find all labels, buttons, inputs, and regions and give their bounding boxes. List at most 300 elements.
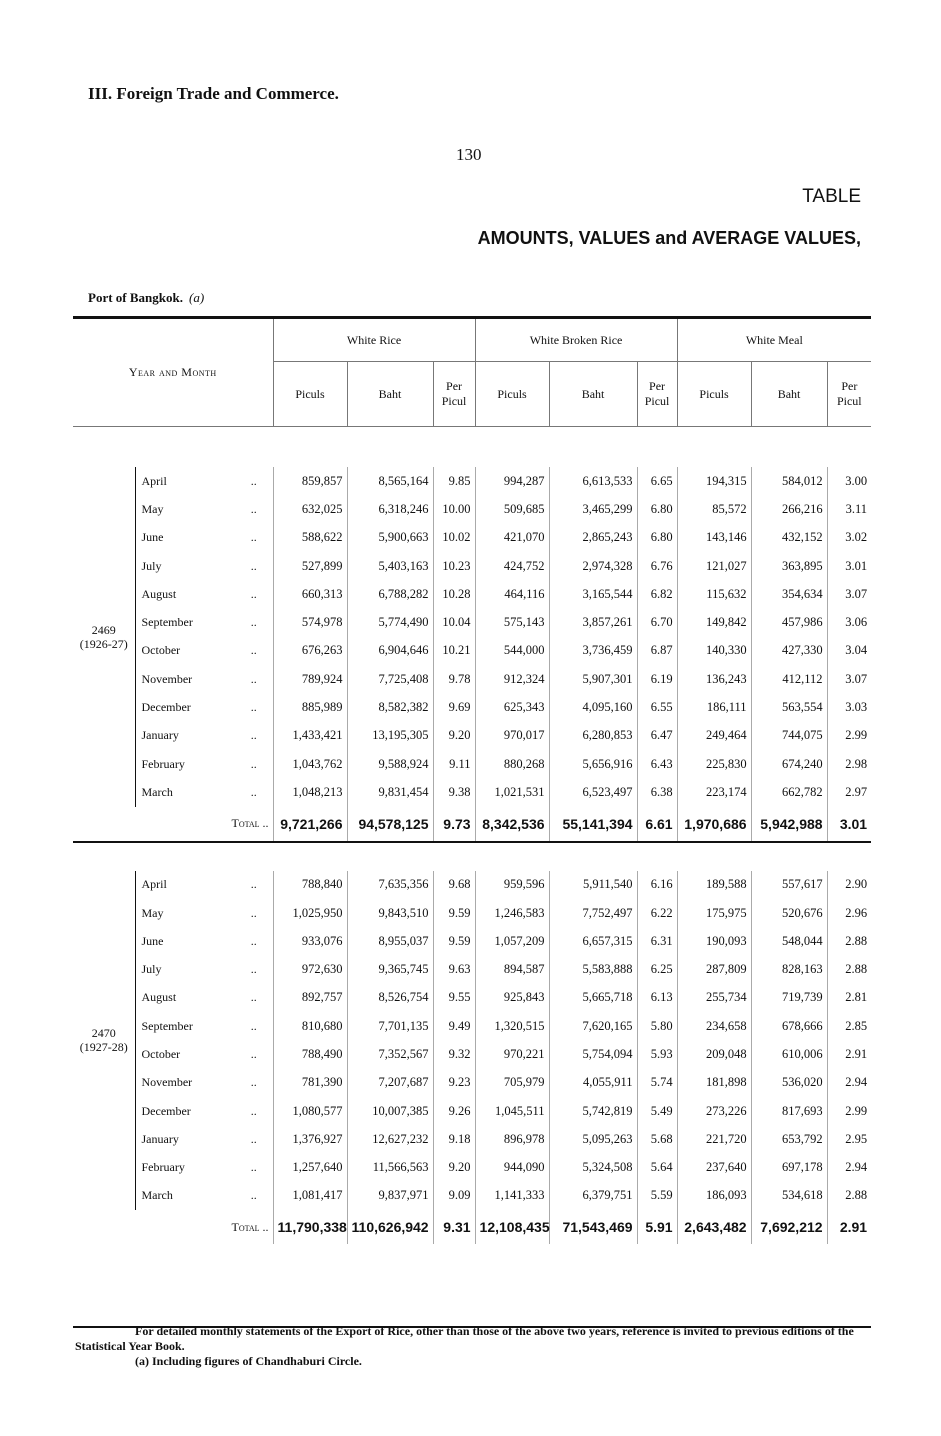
value-cell: 6.80 bbox=[637, 524, 677, 552]
value-cell: 10.23 bbox=[433, 552, 475, 580]
col-header-per-picul: Per Picul bbox=[827, 362, 871, 427]
value-cell: 9,831,454 bbox=[347, 778, 433, 806]
value-cell: 9.20 bbox=[433, 722, 475, 750]
month-cell: August bbox=[135, 984, 235, 1012]
value-cell: 933,076 bbox=[273, 927, 347, 955]
table-row bbox=[73, 1154, 871, 1182]
year-span: (1926-27) bbox=[79, 636, 128, 651]
value-cell: 925,843 bbox=[475, 984, 549, 1012]
value-cell: 273,226 bbox=[677, 1097, 751, 1125]
value-cell: 527,899 bbox=[273, 552, 347, 580]
total-value-cell: 2.91 bbox=[827, 1210, 871, 1244]
value-cell: 3.00 bbox=[827, 467, 871, 495]
value-cell: 880,268 bbox=[475, 750, 549, 778]
value-cell: 574,978 bbox=[273, 608, 347, 636]
table-row bbox=[73, 1125, 871, 1153]
value-cell: 4,095,160 bbox=[549, 693, 637, 721]
table-row bbox=[73, 750, 871, 778]
value-cell: 810,680 bbox=[273, 1012, 347, 1040]
value-cell: 6.65 bbox=[637, 467, 677, 495]
value-cell: 9,365,745 bbox=[347, 955, 433, 983]
value-cell: 1,043,762 bbox=[273, 750, 347, 778]
value-cell: 1,141,333 bbox=[475, 1182, 549, 1210]
value-cell: 2.97 bbox=[827, 778, 871, 806]
col-header-piculs: Piculs bbox=[677, 362, 751, 427]
value-cell: 6.87 bbox=[637, 637, 677, 665]
value-cell: 6.70 bbox=[637, 608, 677, 636]
table-row bbox=[73, 722, 871, 750]
value-cell: 194,315 bbox=[677, 467, 751, 495]
value-cell: 781,390 bbox=[273, 1069, 347, 1097]
port-name: Port of Bangkok. bbox=[88, 290, 183, 305]
leader-dots: .. bbox=[250, 1018, 257, 1033]
footnote-statements: For detailed monthly statements of the Export of Rice, other than those of the above two years, reference is invited to previous editions of the Statistical Year Book. bbox=[75, 1324, 854, 1353]
value-cell: 944,090 bbox=[475, 1154, 549, 1182]
value-cell: 9.78 bbox=[433, 665, 475, 693]
value-cell: 186,111 bbox=[677, 693, 751, 721]
value-cell: 9.69 bbox=[433, 693, 475, 721]
table-label: TABLE bbox=[802, 186, 861, 207]
value-cell: 885,989 bbox=[273, 693, 347, 721]
value-cell: 2.94 bbox=[827, 1069, 871, 1097]
value-cell: 2.95 bbox=[827, 1125, 871, 1153]
port-note: (a) bbox=[188, 290, 205, 305]
total-row bbox=[73, 807, 871, 842]
value-cell: 2.88 bbox=[827, 955, 871, 983]
table-row bbox=[73, 495, 871, 523]
col-header-baht: Baht bbox=[549, 362, 637, 427]
value-cell: 412,112 bbox=[751, 665, 827, 693]
leader-dots: .. bbox=[250, 700, 257, 715]
value-cell: 5,583,888 bbox=[549, 955, 637, 983]
month-cell: June bbox=[135, 524, 235, 552]
value-cell: 3.01 bbox=[827, 552, 871, 580]
value-cell: 625,343 bbox=[475, 693, 549, 721]
value-cell: 209,048 bbox=[677, 1040, 751, 1068]
value-cell: 575,143 bbox=[475, 608, 549, 636]
month-cell: September bbox=[135, 1012, 235, 1040]
value-cell: 464,116 bbox=[475, 580, 549, 608]
value-cell: 354,634 bbox=[751, 580, 827, 608]
value-cell: 136,243 bbox=[677, 665, 751, 693]
value-cell: 859,857 bbox=[273, 467, 347, 495]
leader-dots: .. bbox=[250, 784, 257, 799]
value-cell: 9.68 bbox=[433, 871, 475, 899]
table-row bbox=[73, 1097, 871, 1125]
leader-dots: .. bbox=[250, 473, 257, 488]
value-cell: 9,837,971 bbox=[347, 1182, 433, 1210]
total-value-cell: 2,643,482 bbox=[677, 1210, 751, 1244]
value-cell: 6,788,282 bbox=[347, 580, 433, 608]
month-cell: January bbox=[135, 722, 235, 750]
month-cell: September bbox=[135, 608, 235, 636]
total-value-cell: 3.01 bbox=[827, 807, 871, 842]
leader-dots: .. bbox=[250, 877, 257, 892]
value-cell: 6.80 bbox=[637, 495, 677, 523]
value-cell: 5,095,263 bbox=[549, 1125, 637, 1153]
col-header-piculs: Piculs bbox=[273, 362, 347, 427]
value-cell: 7,620,165 bbox=[549, 1012, 637, 1040]
total-label bbox=[73, 1210, 273, 1244]
value-cell: 2,865,243 bbox=[549, 524, 637, 552]
value-cell: 223,174 bbox=[677, 778, 751, 806]
value-cell: 674,240 bbox=[751, 750, 827, 778]
value-cell: 5,774,490 bbox=[347, 608, 433, 636]
value-cell: 3.07 bbox=[827, 665, 871, 693]
value-cell: 744,075 bbox=[751, 722, 827, 750]
value-cell: 8,955,037 bbox=[347, 927, 433, 955]
value-cell: 237,640 bbox=[677, 1154, 751, 1182]
leader-dots: .. bbox=[250, 1188, 257, 1203]
value-cell: 892,757 bbox=[273, 984, 347, 1012]
value-cell: 520,676 bbox=[751, 899, 827, 927]
value-cell: 2.88 bbox=[827, 1182, 871, 1210]
col-header-per-picul: Per Picul bbox=[637, 362, 677, 427]
value-cell: 5,403,163 bbox=[347, 552, 433, 580]
month-cell: July bbox=[135, 955, 235, 983]
value-cell: 2.99 bbox=[827, 722, 871, 750]
table-row bbox=[73, 955, 871, 983]
value-cell: 6.47 bbox=[637, 722, 677, 750]
month-cell: August bbox=[135, 580, 235, 608]
block-spacer bbox=[73, 842, 871, 871]
value-cell: 149,842 bbox=[677, 608, 751, 636]
month-cell: February bbox=[135, 750, 235, 778]
value-cell: 912,324 bbox=[475, 665, 549, 693]
leader-dots: .. bbox=[250, 558, 257, 573]
value-cell: 9.38 bbox=[433, 778, 475, 806]
table-row bbox=[73, 637, 871, 665]
leader-dots: .. bbox=[250, 671, 257, 686]
month-cell: May bbox=[135, 495, 235, 523]
value-cell: 894,587 bbox=[475, 955, 549, 983]
value-cell: 9.26 bbox=[433, 1097, 475, 1125]
month-cell: December bbox=[135, 1097, 235, 1125]
value-cell: 2.85 bbox=[827, 1012, 871, 1040]
value-cell: 2,974,328 bbox=[549, 552, 637, 580]
value-cell: 9.85 bbox=[433, 467, 475, 495]
value-cell: 6.43 bbox=[637, 750, 677, 778]
month-cell: June bbox=[135, 927, 235, 955]
value-cell: 2.88 bbox=[827, 927, 871, 955]
value-cell: 10.04 bbox=[433, 608, 475, 636]
value-cell: 1,320,515 bbox=[475, 1012, 549, 1040]
value-cell: 8,582,382 bbox=[347, 693, 433, 721]
value-cell: 5,754,094 bbox=[549, 1040, 637, 1068]
value-cell: 994,287 bbox=[475, 467, 549, 495]
value-cell: 6.25 bbox=[637, 955, 677, 983]
total-value-cell: 9.31 bbox=[433, 1210, 475, 1244]
value-cell: 9.55 bbox=[433, 984, 475, 1012]
value-cell: 10.02 bbox=[433, 524, 475, 552]
month-cell: January bbox=[135, 1125, 235, 1153]
value-cell: 9.32 bbox=[433, 1040, 475, 1068]
value-cell: 697,178 bbox=[751, 1154, 827, 1182]
value-cell: 1,376,927 bbox=[273, 1125, 347, 1153]
value-cell: 1,048,213 bbox=[273, 778, 347, 806]
leader-dots: .. bbox=[250, 933, 257, 948]
total-value-cell: 9.73 bbox=[433, 807, 475, 842]
col-header-baht: Baht bbox=[347, 362, 433, 427]
table-row bbox=[73, 1012, 871, 1040]
leader-dots: .. bbox=[250, 1131, 257, 1146]
value-cell: 610,006 bbox=[751, 1040, 827, 1068]
value-cell: 10.00 bbox=[433, 495, 475, 523]
table-row bbox=[73, 1040, 871, 1068]
value-cell: 121,027 bbox=[677, 552, 751, 580]
value-cell: 548,044 bbox=[751, 927, 827, 955]
table-row bbox=[73, 984, 871, 1012]
total-label bbox=[73, 807, 273, 842]
spacer-cell bbox=[73, 842, 871, 871]
leader-dots: .. bbox=[250, 1046, 257, 1061]
value-cell: 9,843,510 bbox=[347, 899, 433, 927]
value-cell: 6.19 bbox=[637, 665, 677, 693]
value-cell: 421,070 bbox=[475, 524, 549, 552]
value-cell: 7,207,687 bbox=[347, 1069, 433, 1097]
value-cell: 959,596 bbox=[475, 871, 549, 899]
value-cell: 1,257,640 bbox=[273, 1154, 347, 1182]
value-cell: 653,792 bbox=[751, 1125, 827, 1153]
value-cell: 175,975 bbox=[677, 899, 751, 927]
value-cell: 10,007,385 bbox=[347, 1097, 433, 1125]
value-cell: 534,618 bbox=[751, 1182, 827, 1210]
leader-dots: .. bbox=[250, 962, 257, 977]
value-cell: 6.13 bbox=[637, 984, 677, 1012]
col-header-baht: Baht bbox=[751, 362, 827, 427]
value-cell: 1,057,209 bbox=[475, 927, 549, 955]
value-cell: 1,025,950 bbox=[273, 899, 347, 927]
table-row bbox=[73, 524, 871, 552]
section-title: III. Foreign Trade and Commerce. bbox=[88, 84, 339, 103]
total-value-cell: 94,578,125 bbox=[347, 807, 433, 842]
year-label: 2470 bbox=[91, 1026, 116, 1041]
month-cell: October bbox=[135, 1040, 235, 1068]
value-cell: 234,658 bbox=[677, 1012, 751, 1040]
month-cell: March bbox=[135, 778, 235, 806]
value-cell: 1,433,421 bbox=[273, 722, 347, 750]
value-cell: 1,080,577 bbox=[273, 1097, 347, 1125]
value-cell: 5,742,819 bbox=[549, 1097, 637, 1125]
total-value-cell: 9,721,266 bbox=[273, 807, 347, 842]
table-row bbox=[73, 1182, 871, 1210]
value-cell: 287,809 bbox=[677, 955, 751, 983]
value-cell: 817,693 bbox=[751, 1097, 827, 1125]
value-cell: 3,736,459 bbox=[549, 637, 637, 665]
value-cell: 896,978 bbox=[475, 1125, 549, 1153]
value-cell: 5.59 bbox=[637, 1182, 677, 1210]
total-value-cell: 1,970,686 bbox=[677, 807, 751, 842]
value-cell: 6.16 bbox=[637, 871, 677, 899]
total-row bbox=[73, 1210, 871, 1244]
value-cell: 660,313 bbox=[273, 580, 347, 608]
spacer-cell bbox=[73, 427, 871, 468]
total-value-cell: 110,626,942 bbox=[347, 1210, 433, 1244]
value-cell: 5,900,663 bbox=[347, 524, 433, 552]
value-cell: 970,221 bbox=[475, 1040, 549, 1068]
value-cell: 6,523,497 bbox=[549, 778, 637, 806]
leader-dots: .. bbox=[250, 615, 257, 630]
total-label-text: Total bbox=[231, 1219, 260, 1234]
value-cell: 3,165,544 bbox=[549, 580, 637, 608]
total-value-cell: 8,342,536 bbox=[475, 807, 549, 842]
value-cell: 5.49 bbox=[637, 1097, 677, 1125]
value-cell: 6,613,533 bbox=[549, 467, 637, 495]
total-value-cell: 12,108,435 bbox=[475, 1210, 549, 1244]
value-cell: 676,263 bbox=[273, 637, 347, 665]
value-cell: 1,021,531 bbox=[475, 778, 549, 806]
value-cell: 2.91 bbox=[827, 1040, 871, 1068]
leader-dots: .. bbox=[250, 1075, 257, 1090]
value-cell: 5.74 bbox=[637, 1069, 677, 1097]
leader-dots: .. bbox=[259, 1219, 269, 1234]
value-cell: 225,830 bbox=[677, 750, 751, 778]
value-cell: 3,465,299 bbox=[549, 495, 637, 523]
value-cell: 6,318,246 bbox=[347, 495, 433, 523]
block-spacer bbox=[73, 427, 871, 468]
value-cell: 6.38 bbox=[637, 778, 677, 806]
table-row bbox=[73, 778, 871, 806]
value-cell: 662,782 bbox=[751, 778, 827, 806]
page-number: 130 bbox=[456, 145, 482, 164]
value-cell: 424,752 bbox=[475, 552, 549, 580]
value-cell: 249,464 bbox=[677, 722, 751, 750]
value-cell: 9.18 bbox=[433, 1125, 475, 1153]
value-cell: 8,565,164 bbox=[347, 467, 433, 495]
value-cell: 7,635,356 bbox=[347, 871, 433, 899]
value-cell: 6.76 bbox=[637, 552, 677, 580]
value-cell: 9.20 bbox=[433, 1154, 475, 1182]
group-header-white-broken-rice: White Broken Rice bbox=[475, 318, 677, 362]
value-cell: 1,081,417 bbox=[273, 1182, 347, 1210]
value-cell: 221,720 bbox=[677, 1125, 751, 1153]
value-cell: 705,979 bbox=[475, 1069, 549, 1097]
value-cell: 3.06 bbox=[827, 608, 871, 636]
value-cell: 2.96 bbox=[827, 899, 871, 927]
value-cell: 7,352,567 bbox=[347, 1040, 433, 1068]
month-cell: July bbox=[135, 552, 235, 580]
value-cell: 140,330 bbox=[677, 637, 751, 665]
value-cell: 5.93 bbox=[637, 1040, 677, 1068]
value-cell: 9.63 bbox=[433, 955, 475, 983]
value-cell: 6.82 bbox=[637, 580, 677, 608]
leader-dots: .. bbox=[250, 643, 257, 658]
table-row bbox=[73, 580, 871, 608]
value-cell: 5,324,508 bbox=[549, 1154, 637, 1182]
month-cell: November bbox=[135, 665, 235, 693]
footnotes bbox=[75, 1324, 875, 1369]
month-cell: April bbox=[135, 871, 235, 899]
leader-dots: .. bbox=[250, 586, 257, 601]
total-value-cell: 11,790,338 bbox=[273, 1210, 347, 1244]
value-cell: 584,012 bbox=[751, 467, 827, 495]
value-cell: 3.02 bbox=[827, 524, 871, 552]
value-cell: 563,554 bbox=[751, 693, 827, 721]
value-cell: 266,216 bbox=[751, 495, 827, 523]
value-cell: 5,656,916 bbox=[549, 750, 637, 778]
value-cell: 9.59 bbox=[433, 899, 475, 927]
value-cell: 6.55 bbox=[637, 693, 677, 721]
leader-dots: .. bbox=[250, 530, 257, 545]
total-value-cell: 5.91 bbox=[637, 1210, 677, 1244]
value-cell: 6,657,315 bbox=[549, 927, 637, 955]
leader-dots: .. bbox=[250, 990, 257, 1005]
value-cell: 7,725,408 bbox=[347, 665, 433, 693]
total-value-cell: 5,942,988 bbox=[751, 807, 827, 842]
rice-export-table bbox=[73, 316, 871, 1244]
value-cell: 557,617 bbox=[751, 871, 827, 899]
value-cell: 9.11 bbox=[433, 750, 475, 778]
total-value-cell: 6.61 bbox=[637, 807, 677, 842]
leader-dots: .. bbox=[250, 1160, 257, 1175]
table-row bbox=[73, 871, 871, 899]
month-cell: April bbox=[135, 467, 235, 495]
value-cell: 972,630 bbox=[273, 955, 347, 983]
value-cell: 181,898 bbox=[677, 1069, 751, 1097]
value-cell: 6.31 bbox=[637, 927, 677, 955]
value-cell: 9.23 bbox=[433, 1069, 475, 1097]
month-cell: November bbox=[135, 1069, 235, 1097]
leader-dots: .. bbox=[250, 501, 257, 516]
value-cell: 427,330 bbox=[751, 637, 827, 665]
leader-dots: .. bbox=[250, 756, 257, 771]
value-cell: 8,526,754 bbox=[347, 984, 433, 1012]
table-row bbox=[73, 1069, 871, 1097]
footnote-a: (a) Including figures of Chandhaburi Circle. bbox=[135, 1354, 362, 1368]
leader-dots: .. bbox=[250, 728, 257, 743]
table-row bbox=[73, 927, 871, 955]
value-cell: 9.09 bbox=[433, 1182, 475, 1210]
port-label bbox=[88, 290, 204, 306]
value-cell: 509,685 bbox=[475, 495, 549, 523]
value-cell: 5,911,540 bbox=[549, 871, 637, 899]
year-span: (1927-28) bbox=[79, 1040, 128, 1055]
value-cell: 3.03 bbox=[827, 693, 871, 721]
value-cell: 255,734 bbox=[677, 984, 751, 1012]
group-header-white-rice: White Rice bbox=[273, 318, 475, 362]
value-cell: 363,895 bbox=[751, 552, 827, 580]
value-cell: 2.94 bbox=[827, 1154, 871, 1182]
value-cell: 5,665,718 bbox=[549, 984, 637, 1012]
value-cell: 13,195,305 bbox=[347, 722, 433, 750]
value-cell: 2.98 bbox=[827, 750, 871, 778]
value-cell: 1,045,511 bbox=[475, 1097, 549, 1125]
value-cell: 719,739 bbox=[751, 984, 827, 1012]
leader-dots: .. bbox=[259, 816, 269, 831]
value-cell: 789,924 bbox=[273, 665, 347, 693]
year-cell bbox=[73, 871, 135, 1211]
total-value-cell: 55,141,394 bbox=[549, 807, 637, 842]
value-cell: 3.04 bbox=[827, 637, 871, 665]
value-cell: 788,840 bbox=[273, 871, 347, 899]
value-cell: 4,055,911 bbox=[549, 1069, 637, 1097]
value-cell: 1,246,583 bbox=[475, 899, 549, 927]
value-cell: 11,566,563 bbox=[347, 1154, 433, 1182]
value-cell: 3,857,261 bbox=[549, 608, 637, 636]
value-cell: 632,025 bbox=[273, 495, 347, 523]
value-cell: 788,490 bbox=[273, 1040, 347, 1068]
table-row bbox=[73, 693, 871, 721]
value-cell: 190,093 bbox=[677, 927, 751, 955]
year-cell bbox=[73, 467, 135, 807]
value-cell: 189,588 bbox=[677, 871, 751, 899]
value-cell: 536,020 bbox=[751, 1069, 827, 1097]
month-cell: February bbox=[135, 1154, 235, 1182]
value-cell: 970,017 bbox=[475, 722, 549, 750]
col-header-per-picul: Per Picul bbox=[433, 362, 475, 427]
value-cell: 2.81 bbox=[827, 984, 871, 1012]
table-row bbox=[73, 665, 871, 693]
